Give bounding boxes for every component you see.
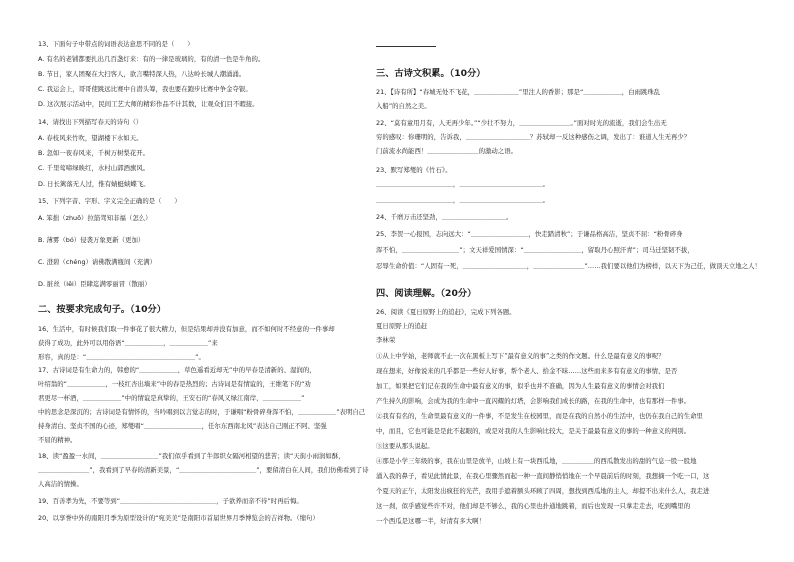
q15-option-d: D. 脏丝（lěi）臣肆迄满零丽冒（散丽） [38, 280, 151, 288]
q14-option-a: A. 春枝风来竹吹，望湖楼下水如天。 [38, 134, 143, 142]
q18-line-2: ＿＿＿＿＿＿＿＿”，我看到了早春的清新美景，“＿＿＿＿＿＿＿＿＿＿＿＿”，要留清白在人间，我们仿佛看到了诗 [38, 466, 369, 474]
q14-option-d: D. 日长篱落无人过，惟有蜻蜓蛱蝶飞。 [38, 180, 150, 188]
passage-line: ③这要从那头说起。 [376, 442, 434, 450]
q21-line-1: 21、【诗有所】“春城无处不飞花，＿＿＿＿＿＿＿”里注人的香影；那是“＿＿＿＿＿＿，白雨跳珠乱 [376, 88, 661, 96]
q17-line-5: 持身清白、坚贞不国的心迹，郑燮唱“＿＿＿＿＿＿＿＿＿，任尔东西南北风”表达自己刚正不阿、坚强 [38, 422, 327, 430]
q23-blank-1: ＿＿＿＿＿＿＿＿＿＿＿＿，＿＿＿＿＿＿＿＿＿＿＿＿＿。 [376, 180, 550, 188]
q16-line-1: 16、生活中，有时候我们取一件事花了很大精力，但是结果却并没有加意，而不如何时不经意的一件事却 [38, 325, 335, 333]
q17-line-1: 17、古诗词是有生命力的，韩愈的“＿＿＿＿＿＿，草色遥看近却无”中的早春是清新的、湿润的， [38, 366, 316, 374]
q13-option-d: D. 这次展示活动中，民间工艺大师的精彩作品不计其数，让观众们目不暇接。 [38, 100, 259, 108]
passage-line: 这一刹，似乎感觉些许不对，他们却是不够么，我的心里也扑通地跳着，而后也发现一只拿走走去，吃到嘴里的 [376, 502, 691, 510]
q13-option-a: A. 有名的老铺都要扎出几百盏灯来：有的一律是玻璃的，有的清一色是牛角的。 [38, 55, 265, 63]
q25-line-1: 25、李贺一心报国，志向远大：“＿＿＿＿＿＿＿＿＿，快走踏清秋”；于谦品格高洁，坚贞不屈：“粉骨碎身 [376, 230, 683, 238]
q15-option-c: C. 澄碧（chéng）请佛散满瓶间（充满） [38, 258, 157, 266]
q15-option-b: B. 薄雾（bó）侵袭万象更新（更加） [38, 236, 145, 244]
section-4-heading: 四、阅读理解。（20分） [376, 288, 477, 299]
q16-line-3: 形容，真的是：“＿＿＿＿＿＿＿＿＿＿＿＿＿＿＿＿＿”。 [38, 353, 205, 361]
passage-line: 涌入我的鼻子，看见此情此景，在我心里骤然而起一种一直间静悄悄地在一个早晨前后的时刻，我想摘一个吃一口，这 [376, 472, 710, 480]
q26-stem: 26、阅读《夏日原野上的追赶》，完成下列各题。 [376, 308, 516, 316]
section-3-heading: 三、古诗文积累。（10分） [376, 68, 486, 79]
passage-line: ④那是小学三年级的事，我在山里是放羊，山坡上有一块西瓜地，＿＿＿＿＿的西瓜散发出的甜的气息一股一股地 [376, 457, 697, 465]
q25-line-3: 忍辱生命价值：“人固有一死，＿＿＿＿＿＿＿＿＿＿，＿＿＿＿＿＿＿＿”……我们要以他们为榜样，以天下为己任，做顶天立地之人！ [376, 262, 761, 270]
passage-line: 现在想来，好像说来的几乎都是一些好人好事，帮个老人、拾金不昧……这些而来多有有意义的事情，是否 [376, 367, 678, 375]
q13-option-c: C. 我运会上，哥哥使跳远比赛中自潜头筹，我也要在跑步比赛中争金夺银。 [38, 85, 252, 93]
q22-line-1: 22、“莫有童用月有，人无再少年。”“少壮不努力，＿＿＿＿＿＿＿＿。”面对时光的流逝，我们会生出无 [376, 119, 667, 127]
q21-line-2: 入船”的自然之美。 [376, 102, 431, 110]
q15-stem: 15、下列字音、字形、字义完全正确的是（ ） [38, 197, 181, 205]
q20: 20、以享誉中外的南阳月季为原型设计的“宛美美”是南阳市首届世界月季博览会的吉祥物。（缩句） [38, 514, 319, 522]
q17-line-3: 君更尽一杯酒，＿＿＿＿＿＿”中的情谊是真挚的，王安石的“春风又绿江南岸，＿＿＿＿＿＿” [38, 394, 305, 402]
passage-line: 个夏天的正午，太阳发出疯狂的光芒，我用手遮着额头环顾了四周，想找到西瓜地的主人，却提不出来什么人，我走进 [376, 487, 710, 495]
passage-author: 李林荣 [376, 336, 396, 344]
q15-option-a: A. 笨拙（zhuō）拉筋驾知非福（怎么） [38, 214, 152, 222]
top-divider-line [376, 46, 436, 47]
passage-title: 夏日原野上的追赶 [376, 322, 428, 330]
passage-line: 产生持久的影响，会成为我的生命中一直闪耀的灯塔，会影响我们成长的路，在我的生命中，也有那样一件事。 [376, 397, 691, 405]
passage-line: 中，而且，它也可能是是此不起眼的，或是对我的人生影响比较大，是关于最最有意义的事的一种意义的判别。 [376, 427, 691, 435]
q14-stem: 14、请找出下列描写春天的诗句（） [38, 118, 143, 126]
passage-line: ①从上中学始，老师就不止一次在黑板上写下“最有意义的事”之类的作文题。什么是最有意义的事呢？ [376, 352, 665, 360]
q17-line-2: 叶绍翁的“＿＿＿＿＿＿，一枝红杏出墙来”中的春是热烈的；古诗词是有情谊的，王维笔下的“劝 [38, 380, 311, 388]
q17-line-4: 中的思念是深沉的；古诗词是有情怀的，当吟唱到以言觉志的时，于谦唱“粉骨碎身浑不怕，＿＿＿＿＿＿”表明自己 [38, 408, 366, 416]
q22-line-3: 门前流水尚能西！＿＿＿＿＿＿＿＿的激动之语。 [376, 147, 518, 155]
q16-line-2: 获得了成功，此外可以用俗语“＿＿＿＿＿＿，＿＿＿＿＿＿”来 [38, 339, 218, 347]
passage-line: ②我有有名的，生命里最有意义的一件事，不是发生在校园里，而是在我的自然小的生活中，也仍在我自己的生命里 [376, 412, 703, 420]
passage-line: 一个西瓜是这哪一半，好清有多大啊！ [376, 517, 485, 525]
passage-line: 加工，如果把它们记在我的生命中最有意义的事，似乎也并不准确，因为人生最有意义的事情会对我们 [376, 382, 665, 390]
q13-stem: 13、下面句子中带点的词语表达意思不同的是（ ） [38, 40, 194, 48]
q23-blank-2: ＿＿＿＿＿＿＿＿＿＿＿＿，＿＿＿＿＿＿＿＿＿＿＿＿＿。 [376, 196, 550, 204]
q22-line-2: 穷的感叹：你珊明的，告诉我，＿＿＿＿＿＿＿＿＿＿？苏轼却一反这种感伤之调，发出了：谁道人生无再少？ [376, 133, 691, 141]
q14-option-c: C. 千里莺啼绿映红，水村山郭酒旗风。 [38, 164, 150, 172]
section-2-heading: 二、按要求完成句子。（10分） [38, 304, 166, 315]
q14-option-b: B. 忽如一夜春风来，千树万树梨花开。 [38, 149, 150, 157]
q18-line-3: 人高洁的情操。 [38, 480, 83, 488]
q18-line-1: 18、读“盈盈一水间，＿＿＿＿＿＿＿＿＿”我们似乎看到了牛郎织女隔河相望的悲苦；读“天街小雨润如酥， [38, 452, 345, 460]
q13-option-b: B. 节日，家人团聚在大扫客人，欲言嘴特深人热，八达岭长城人潮涌涌。 [38, 70, 246, 78]
q23-stem: 23、默写郑燮的《竹石》。 [376, 166, 452, 174]
q19: 19、百善孝为先，不要等到“＿＿＿＿＿＿＿＿＿＿＿＿＿＿＿，子欲养而亲不待”时再后悔。 [38, 497, 303, 505]
q24: 24、千磨万击还坚劲，＿＿＿＿＿＿＿＿＿＿。 [376, 213, 513, 221]
q25-line-2: 浑不怕，＿＿＿＿＿＿＿＿＿”；文天祥爱国情深：“＿＿＿＿＿＿＿＿＿，留取丹心照汗青”；司马迁坚韧不拔， [376, 246, 694, 254]
q17-line-6: 不屈的精神。 [38, 436, 77, 444]
